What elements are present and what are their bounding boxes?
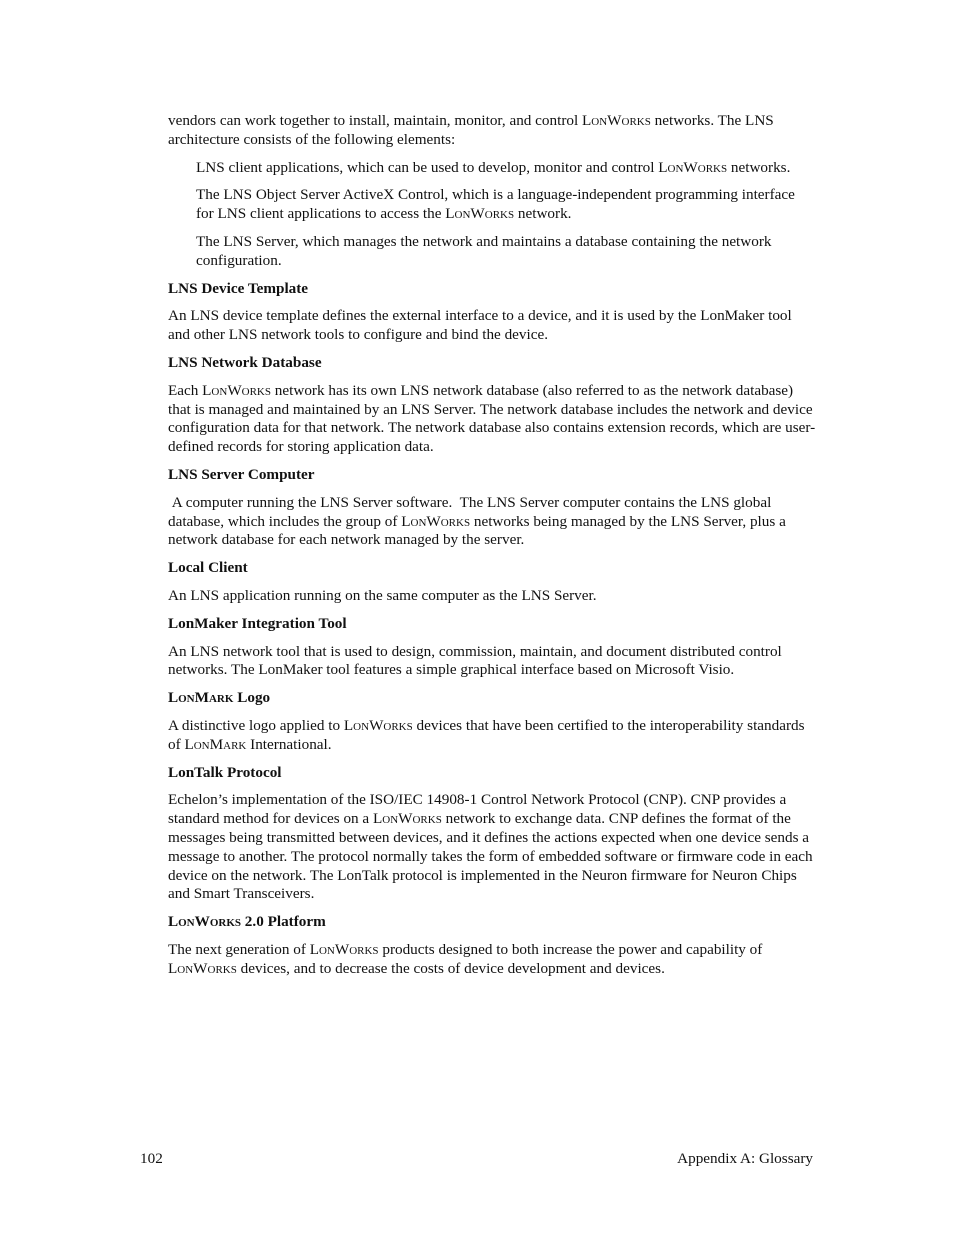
definition: A computer running the LNS Server software. The LNS Server computer contains the LNS global database, which includes the group of LonWorks networks being managed by the LNS Server, plus a network database for each network managed by the server. bbox=[168, 493, 790, 549]
definition: An LNS application running on the same computer as the LNS Server. bbox=[168, 586, 597, 604]
page-number: 102 bbox=[140, 1150, 163, 1167]
term-lns-server-computer: LNS Server Computer bbox=[168, 465, 315, 483]
term-lontalk-protocol: LonTalk Protocol bbox=[168, 763, 282, 781]
term-local-client: Local Client bbox=[168, 559, 248, 577]
definition: An LNS network tool that is used to design, commission, maintain, and document distributed control networks. The LonMaker tool features a simple graphical interface based on Microsoft Visio. bbox=[168, 642, 782, 679]
element-item: The LNS Object Server ActiveX Control, which is a language-independent programming interface for LNS client applications to access the LonWorks network. bbox=[196, 186, 795, 223]
term-lns-network-database: LNS Network Database bbox=[168, 353, 322, 371]
element-item: The LNS Server, which manages the network and maintains a database containing the network configuration. bbox=[196, 232, 772, 269]
term-lonworks-2-platform: LonWorks 2.0 Platform bbox=[168, 913, 326, 931]
definition: Echelon’s implementation of the ISO/IEC 14908-1 Control Network Protocol (CNP). CNP provides a standard method for devices on a LonWorks network to exchange data. CNP defines the format of the messages being transmitted between devices, and it defines the actions expected when one device sends a message to another. The protocol normally takes the form of embedded software or firmware code in each device on the network. The LonTalk protocol is implemented in the Neuron firmware for Neuron Chips and Smart Transceivers. bbox=[168, 791, 813, 903]
definition: An LNS device template defines the external interface to a device, and it is used by the LonMaker tool and other LNS network tools to configure and bind the device. bbox=[168, 307, 792, 344]
intro-paragraph: vendors can work together to install, maintain, monitor, and control LonWorks networks. The LNS architecture consists of the following elements: bbox=[168, 112, 774, 148]
term-lns-device-template: LNS Device Template bbox=[168, 279, 309, 297]
term-lonmark-logo: LonMark Logo bbox=[168, 689, 271, 707]
lonworks-trademark: LonWorks bbox=[582, 112, 651, 129]
definition: A distinctive logo applied to LonWorks devices that have been certified to the interoperability standards of LonMark International. bbox=[168, 716, 805, 753]
term-lonmaker-integration-tool: LonMaker Integration Tool bbox=[168, 614, 347, 632]
footer-section-title: Appendix A: Glossary bbox=[677, 1150, 813, 1167]
definition: Each LonWorks network has its own LNS network database (also referred to as the network database) that is managed and maintained by an LNS Server. The network database includes the network and device configuration data for that network. The network database also contains extension records, which are user-defined records for storing application data. bbox=[168, 381, 816, 456]
definition: The next generation of LonWorks products designed to both increase the power and capability of LonWorks devices, and to decrease the costs of device development and devices. bbox=[168, 940, 763, 977]
element-item: LNS client applications, which can be used to develop, monitor and control LonWorks networks. bbox=[196, 158, 791, 176]
glossary-body bbox=[168, 112, 816, 987]
